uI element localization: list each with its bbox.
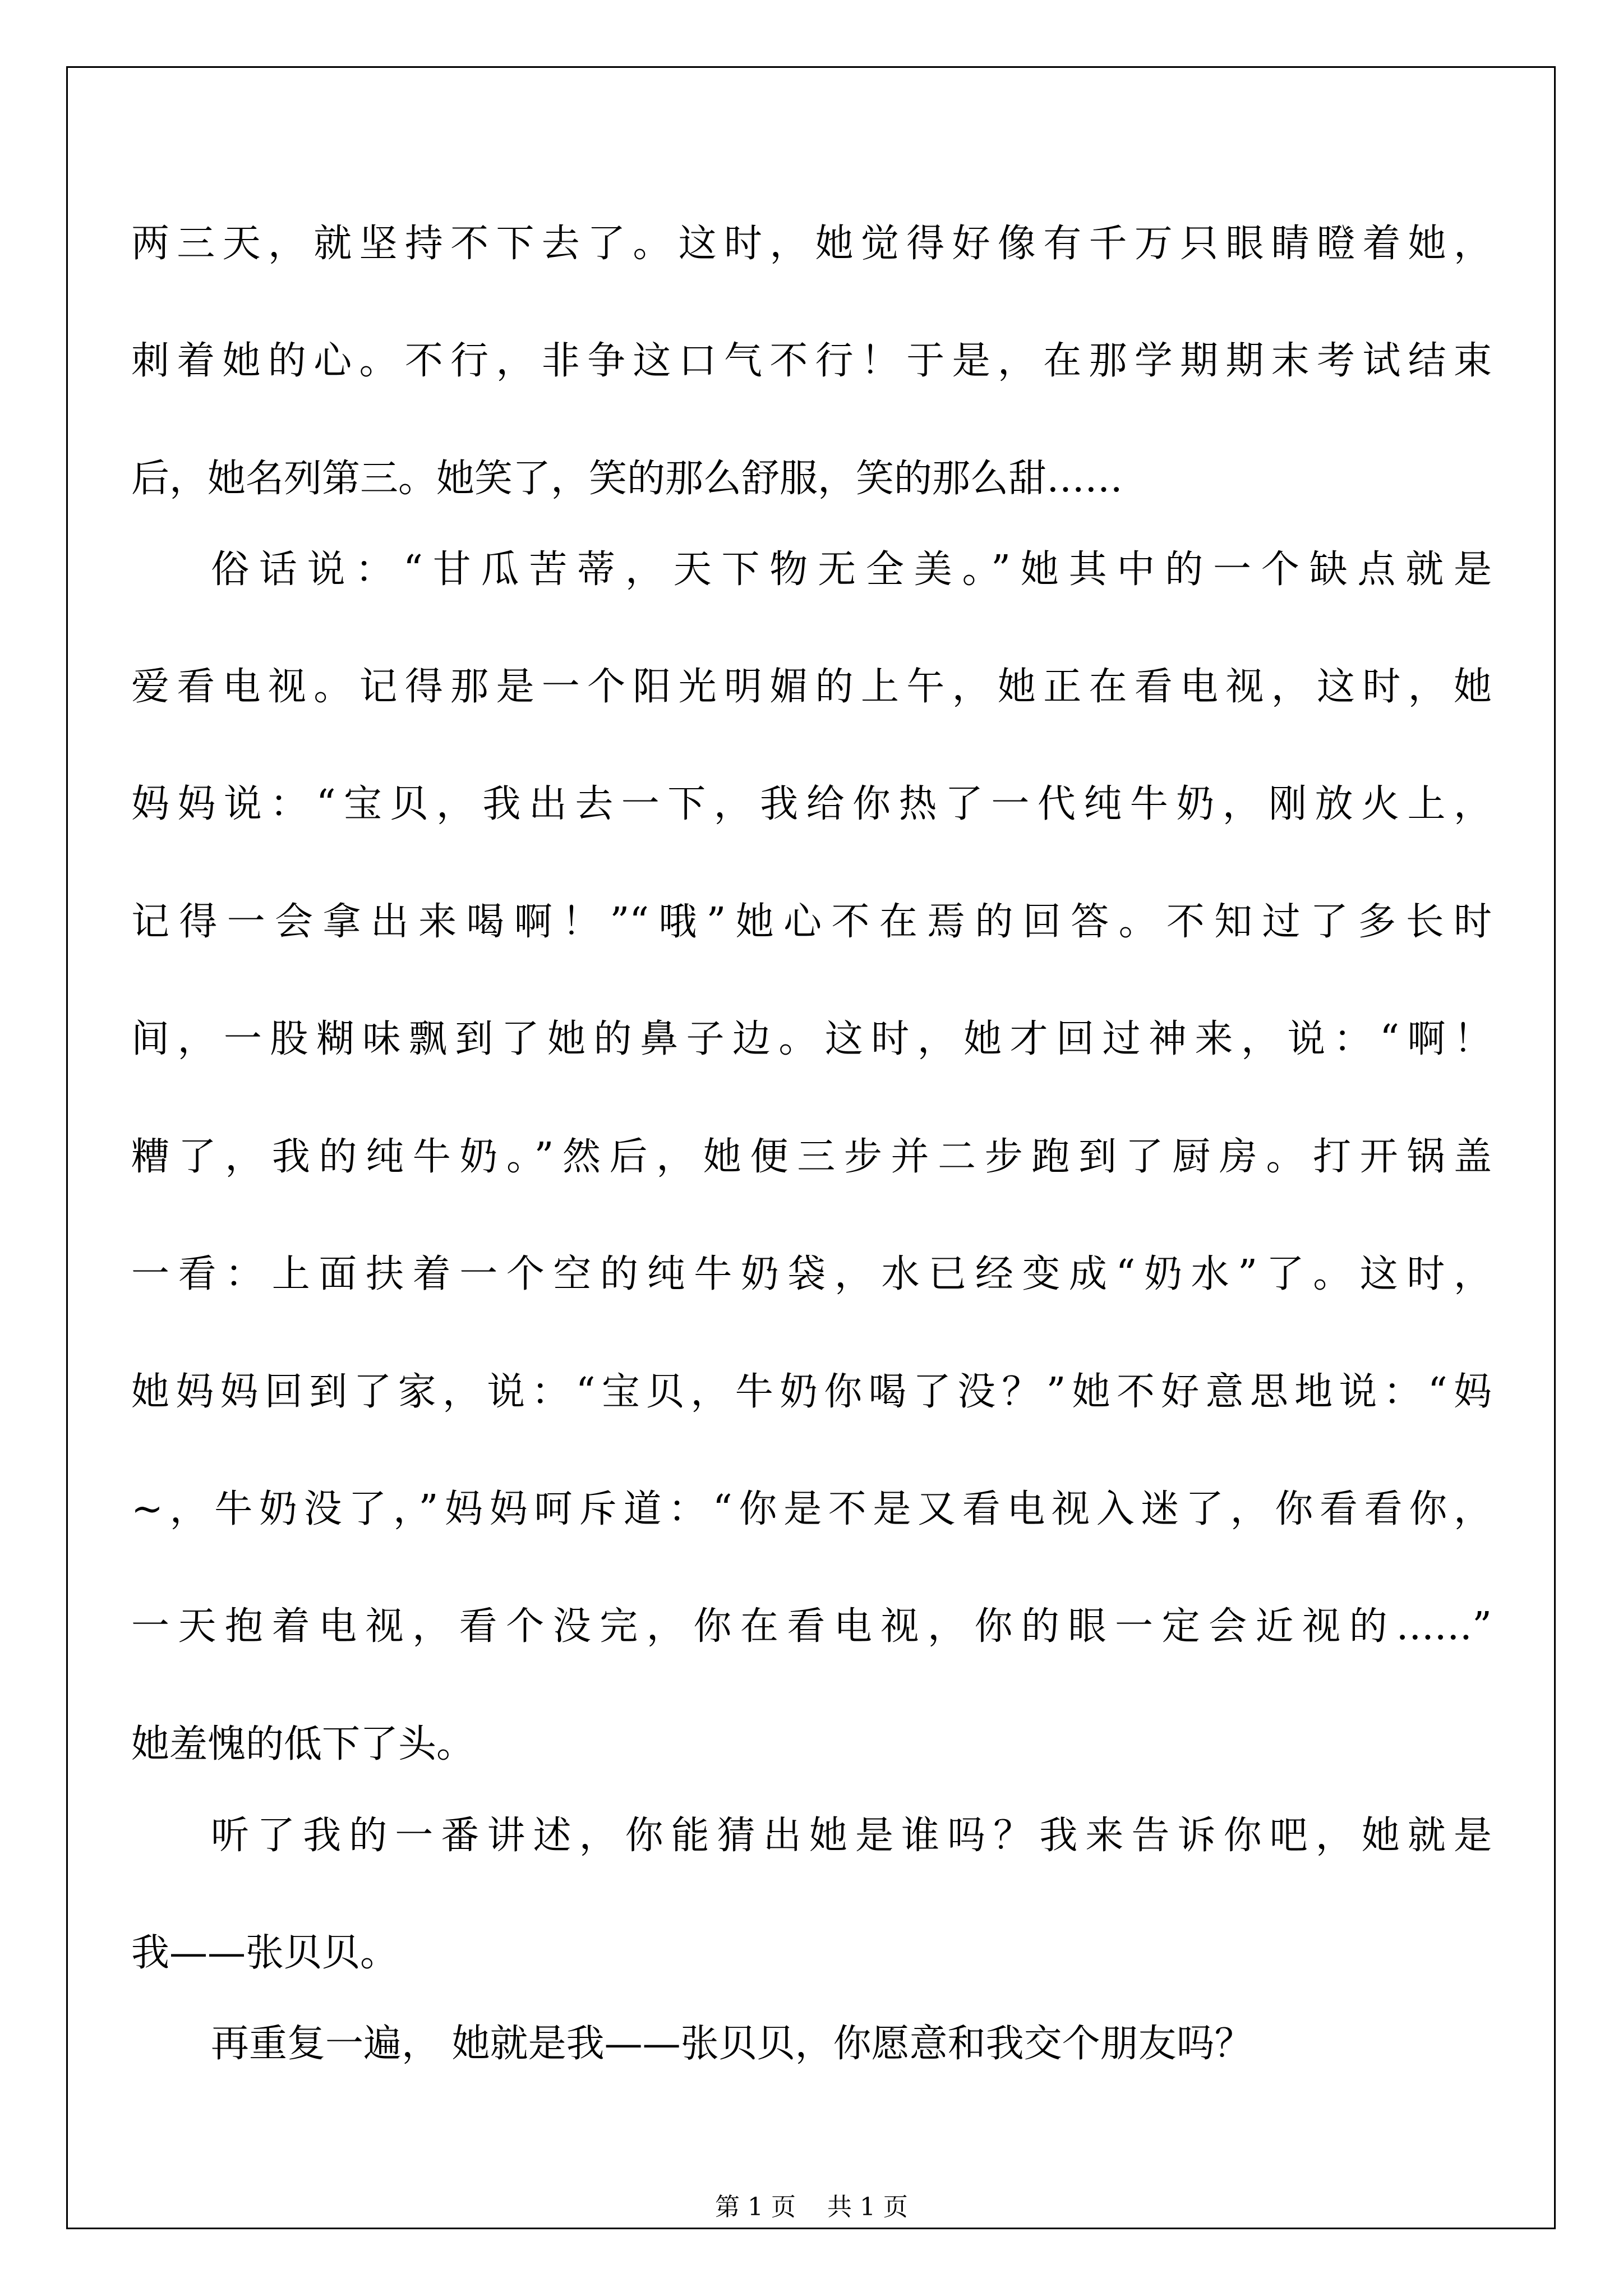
text-line: 爱看电视。记得那是一个阳光明媚的上午，她正在看电视，这时，她	[131, 665, 1492, 709]
text-line: 她妈妈回到了家，说：“宝贝，牛奶你喝了没？”她不好意思地说：“妈	[131, 1370, 1492, 1414]
text-line: 两三天，就坚持不下去了。这时，她觉得好像有千万只眼睛瞪着她，	[131, 222, 1492, 266]
text-line: 刺着她的心。不行，非争这口气不行！于是，在那学期期末考试结束	[131, 339, 1492, 383]
text-line: 一天抱着电视，看个没完，你在看电视，你的眼一定会近视的……”	[131, 1604, 1492, 1649]
text-line: 间，一股糊味飘到了她的鼻子边。这时，她才回过神来，说：“啊！	[131, 1017, 1492, 1061]
text-line: ~，牛奶没了，”妈妈呵斥道：“你是不是又看电视入迷了，你看看你，	[131, 1487, 1492, 1531]
text-line: 糟了，我的纯牛奶。”然后，她便三步并二步跑到了厨房。打开锅盖	[131, 1135, 1492, 1179]
text-line: 一看：上面扶着一个空的纯牛奶袋，水已经变成“奶水”了。这时，	[131, 1252, 1492, 1296]
text-line: 妈妈说：“宝贝，我出去一下，我给你热了一代纯牛奶，刚放火上，	[131, 782, 1492, 826]
text-line: 后，她名列第三。她笑了，笑的那么舒服，笑的那么甜……	[131, 457, 1123, 501]
text-line: 再重复一遍， 她就是我——张贝贝，你愿意和我交个朋友吗？	[211, 2022, 1253, 2066]
text-line: 听了我的一番讲述，你能猜出她是谁吗？我来告诉你吧，她就是	[211, 1814, 1492, 1858]
text-line: 她羞愧的低下了头。	[131, 1722, 475, 1766]
text-line: 我——张贝贝。	[131, 1931, 399, 1975]
text-line: 记得一会拿出来喝啊！”“哦”她心不在焉的回答。不知过了多长时	[131, 900, 1492, 944]
text-line: 俗话说：“甘瓜苦蒂，天下物无全美。”她其中的一个缺点就是	[211, 547, 1492, 592]
page-number-footer: 第 1 页 共 1 页	[715, 2193, 908, 2221]
